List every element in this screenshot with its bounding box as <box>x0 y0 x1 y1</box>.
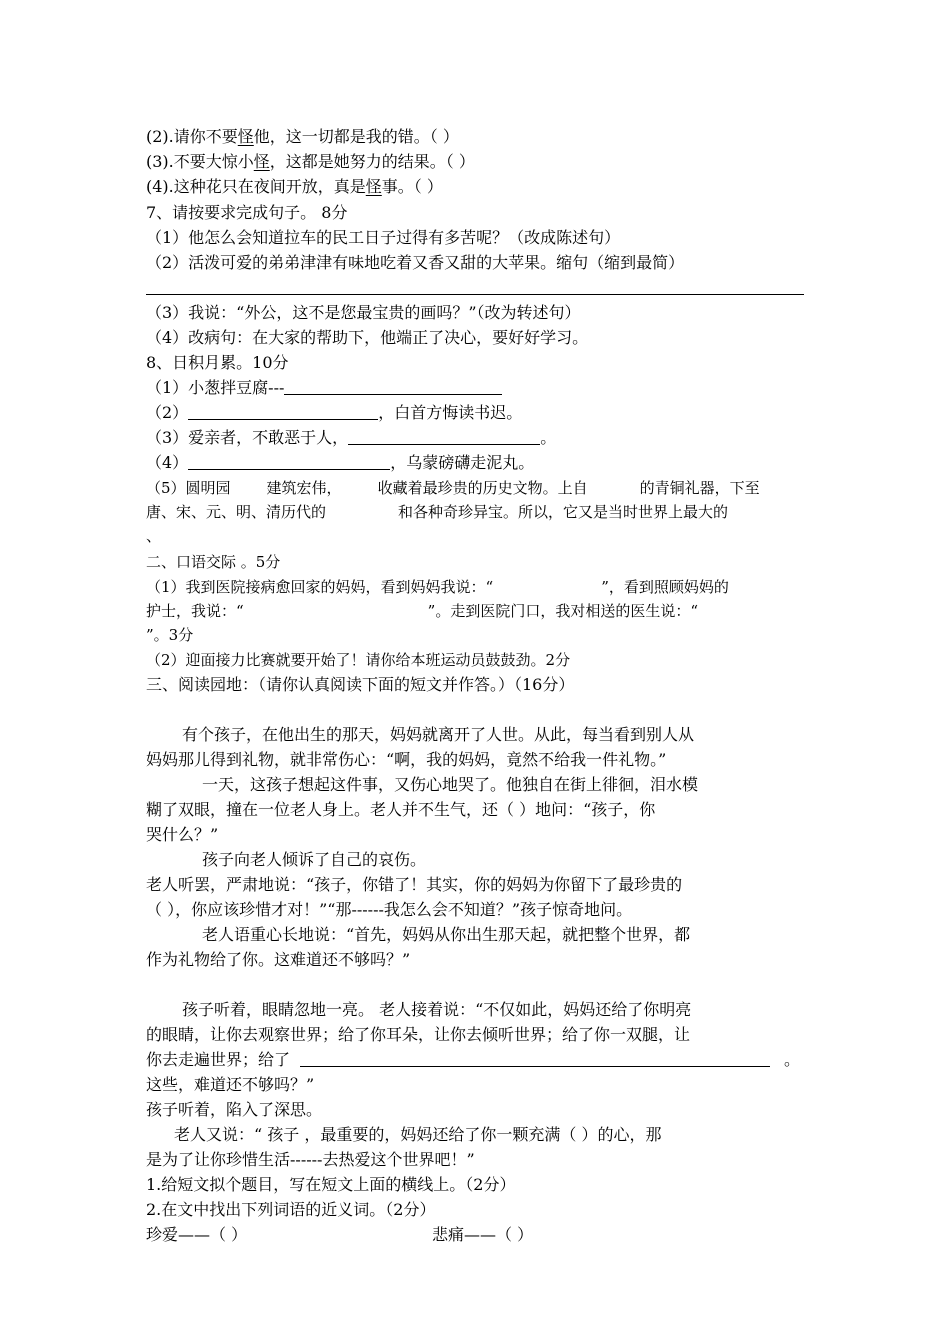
fill-blank[interactable] <box>188 403 378 420</box>
underlined-char: 怪 <box>237 127 254 146</box>
q8-item-1: （1）小葱拌豆腐--- <box>146 378 502 398</box>
reading-line: 这些，难道还不够吗？” <box>146 1075 315 1094</box>
fill-blank[interactable] <box>188 453 390 470</box>
q7-sentence-2: （2）活泼可爱的弟弟津津有味地吃着又香又甜的大苹果。缩句（缩到最简） <box>146 253 685 272</box>
reading-line: 妈妈那儿得到礼物，就非常伤心：“啊，我的妈妈，竟然不给我一件礼物。” <box>146 750 667 769</box>
fill-blank[interactable] <box>300 1050 770 1067</box>
q8-item-5-line-1: （5）圆明园 建筑宏伟， 收藏着最珍贵的历史文物。上自 的青铜礼器，下至 <box>146 479 760 497</box>
synonym-item-2: 悲痛——（ ） <box>432 1225 534 1244</box>
reading-line: 哭什么？” <box>146 825 219 844</box>
q8-item-5-line-2: 唐、宋、元、明、清历代的 和各种奇珍异宝。所以，它又是当时世界上最大的 <box>146 503 729 521</box>
reading-line: 是为了让你珍惜生活------去热爱这个世界吧！” <box>146 1150 475 1169</box>
reading-line: 老人语重心长地说：“首先，妈妈从你出生那天起，就把整个世界，都 <box>202 925 691 944</box>
q6-item-4: (4).这种花只在夜间开放，真是怪事。（ ） <box>146 177 443 196</box>
q7-title: 7、请按要求完成句子。 8分 <box>146 203 348 222</box>
underlined-char: 怪 <box>253 152 270 171</box>
reading-title: 三、阅读园地：（请你认真阅读下面的短文并作答。）（16分） <box>146 675 575 694</box>
reading-line: 一天，这孩子想起这件事，又伤心地哭了。他独自在街上徘徊，泪水模 <box>202 775 699 794</box>
answer-line[interactable] <box>146 294 804 295</box>
fill-blank[interactable] <box>348 428 540 445</box>
reading-line: 老人又说：“ 孩子 ，最重要的，妈妈还给了你一颗充满（ ）的心，那 <box>174 1125 662 1144</box>
q6-item-2: (2).请你不要怪他，这一切都是我的错。（ ） <box>146 127 459 146</box>
q8-item-2: （2） ，白首方悔读书迟。 <box>146 403 523 422</box>
q8-item-3: （3）爱亲者，不敢恶于人， 。 <box>146 428 557 447</box>
q8-title: 8、日积月累。10分 <box>146 353 289 372</box>
oral-p1-line-2: 护士，我说：“ ”。走到医院门口，我对相送的医生说：“ <box>146 602 699 620</box>
reading-line: 老人听罢，严肃地说：“孩子，你错了！其实，你的妈妈为你留下了最珍贵的 <box>146 875 683 894</box>
reading-line: 孩子向老人倾诉了自己的哀伤。 <box>202 850 427 869</box>
q7-sentence-1: （1）他怎么会知道拉车的民工日子过得有多苦呢？（改成陈述句） <box>146 228 621 247</box>
reading-line: 孩子听着，眼睛忽地一亮。 老人接着说：“不仅如此，妈妈还给了你明亮 <box>182 1000 692 1019</box>
q7-sentence-3: （3）我说：“外公，这不是您最宝贵的画吗？”（改为转述句） <box>146 303 581 322</box>
oral-p1-line-3: ”。3分 <box>146 626 194 644</box>
oral-p1-line-1: （1）我到医院接病愈回家的妈妈，看到妈妈我说：“ ”，看到照顾妈妈的 <box>146 578 729 596</box>
oral-p2: （2）迎面接力比赛就要开始了！请你给本班运动员鼓鼓劲。2分 <box>146 651 571 669</box>
reading-question-1: 1.给短文拟个题目，写在短文上面的横线上。（2分） <box>146 1175 516 1194</box>
q8-item-4: （4） ，乌蒙磅礴走泥丸。 <box>146 453 535 472</box>
fill-blank[interactable] <box>284 378 502 395</box>
reading-line: 糊了双眼，撞在一位老人身上。老人并不生气，还（ ）地问：“孩子，你 <box>146 800 656 819</box>
q8-item-5-line-3: 、 <box>146 527 162 545</box>
reading-line: （ ），你应该珍惜才对！”“那------我怎么会不知道？”孩子惊奇地问。 <box>146 900 633 919</box>
reading-line-with-blank: 你去走遍世界；给了 。 <box>146 1050 801 1069</box>
reading-line: 孩子听着，陷入了深思。 <box>146 1100 323 1119</box>
reading-line: 有个孩子，在他出生的那天，妈妈就离开了人世。从此，每当看到别人从 <box>182 725 695 744</box>
reading-question-2: 2.在文中找出下列词语的近义词。（2分） <box>146 1200 436 1219</box>
reading-line: 作为礼物给了你。这难道还不够吗？” <box>146 950 411 969</box>
q6-item-3: (3).不要大惊小怪，这都是她努力的结果。（ ） <box>146 152 475 171</box>
reading-line: 的眼睛，让你去观察世界；给了你耳朵，让你去倾听世界；给了你一双腿，让 <box>146 1025 691 1044</box>
synonym-item-1: 珍爱——（ ） <box>146 1225 248 1244</box>
oral-title: 二、口语交际 。5分 <box>146 553 281 571</box>
q7-sentence-4: （4）改病句：在大家的帮助下，他端正了决心，要好好学习。 <box>146 328 589 347</box>
underlined-char: 怪 <box>365 177 382 196</box>
